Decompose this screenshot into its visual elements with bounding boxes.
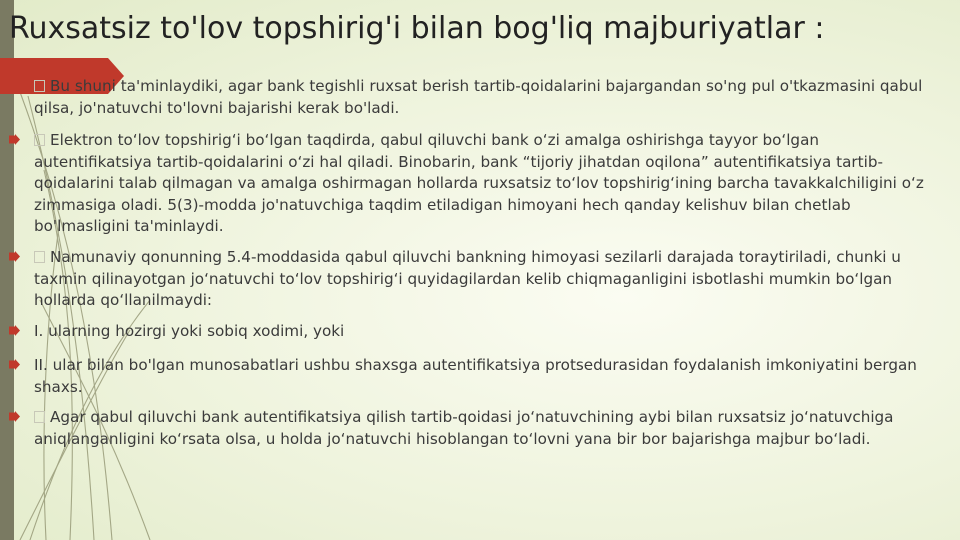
list-item (34, 407, 940, 450)
list-item (34, 247, 940, 312)
arrow-bullet-icon (9, 134, 20, 145)
list-item (34, 76, 940, 119)
arrow-bullet-icon (9, 359, 20, 370)
square-glyph-icon (34, 251, 45, 263)
arrow-bullet-icon (9, 411, 20, 422)
list-item-text: Namunaviy qonunning 5.4-moddasida qabul qiluvchi bankning himoyasi sezilarli darajada toraytiriladi, chunki u taxmin qilinayotgan jo‘natuvchi to‘lov topshirig‘i quyidagilardan kelib chiqmaganligini isbotlashi mumkin bo‘lgan hollarda qo‘llanilmaydi: (34, 248, 901, 310)
square-glyph-icon (34, 134, 45, 146)
list-item-text: II. ular bilan bo'lgan munosabatlari ushbu shaxsga autentifikatsiya protsedurasidan foydalanish imkoniyatini bergan shaxs. (34, 356, 917, 396)
list-item (34, 130, 940, 238)
list-item-text: Bu shuni ta'minlaydiki, agar bank tegishli ruxsat berish tartib-qoidalarini bajargandan so'ng pul o'tkazmasini qabul qilsa, jo'natuvchi to'lovni bajarishi kerak bo'ladi. (34, 77, 923, 117)
arrow-bullet-icon (9, 325, 20, 336)
list-item (34, 355, 940, 398)
square-glyph-icon (34, 80, 45, 92)
list-item (34, 321, 940, 343)
slide-title: Ruxsatsiz to'lov topshirig'i bilan bog'liq majburiyatlar : (9, 11, 825, 46)
list-item-text: Agar qabul qiluvchi bank autentifikatsiya qilish tartib-qoidasi jo‘natuvchining aybi bilan ruxsatsiz jo‘natuvchiga aniqlanganligini ko‘rsata olsa, u holda jo‘natuvchi hisoblangan to‘lovni yana bir bor bajarishga majbur bo‘ladi. (34, 408, 894, 448)
arrow-bullet-icon (9, 251, 20, 262)
list-item-text: I. ularning hozirgi yoki sobiq xodimi, yoki (34, 322, 345, 340)
square-glyph-icon (34, 411, 45, 423)
list-item-text: Elektron to‘lov topshirig‘i bo‘lgan taqdirda, qabul qiluvchi bank o‘zi amalga oshirishga tayyor bo‘lgan autentifikatsiya tartib-qoidalarini o‘zi hal qiladi. Binobarin, bank “tijoriy jihatdan oqilona” autentifikatsiya tartib-qoidalarini talab qilmagan va amalga oshirmagan hollarda ruxsatsiz to‘lov topshirig‘ining barcha tavakkalchiligini o‘z zimmasiga oladi. 5(3)-modda jo'natuvchiga taqdim etiladigan himoyani hech qanday kelishuv bilan chetlab bo'lmasligini ta'minlaydi. (34, 131, 924, 236)
